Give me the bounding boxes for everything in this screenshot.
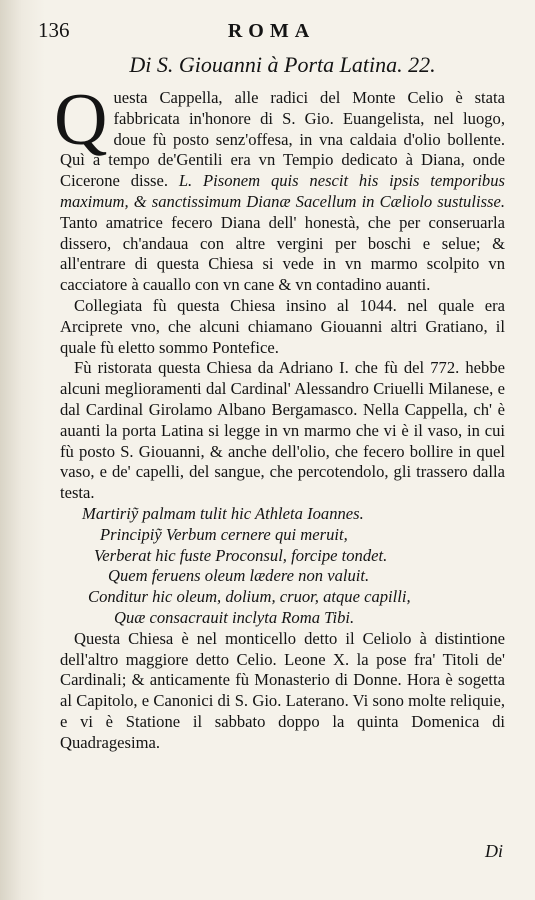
verse-line: Verberat hic fuste Proconsul, forcipe tondet.: [94, 545, 388, 565]
drop-cap: Q: [54, 79, 108, 161]
paragraph-1-text-a: uesta Cappella, alle radici del Monte Celio è stata fabbricata in'honore di S. Gio. Euangelista, nel luogo, doue fù posto senz'offesa, in vna caldaia d'olio bollente. Quì à tempo de'Gentili era vn Tempio dedicato à Diana, onde Cicerone disse.: [60, 88, 505, 191]
verse-line: Quæ consacrauit inclyta Roma Tibi.: [114, 607, 355, 627]
body-text: [54, 79, 505, 754]
running-title: ROMA: [227, 20, 316, 42]
verse-line: Quem feruens oleum lædere non valuit.: [108, 566, 370, 586]
running-head: [38, 18, 505, 46]
verse-line: Principiỹ Verbum cernere qui meruit,: [100, 524, 348, 544]
section-title: Di S. Giouanni à Porta Latina. 22.: [129, 52, 436, 77]
latin-inscription: [60, 504, 505, 629]
paragraph-2: Collegiata fù questa Chiesa insino al 1044. nel quale era Arciprete vno, che alcuni chiamano Giouanni altri Gratiano, il quale fù eletto sommo Pontefice.: [60, 295, 505, 357]
paragraph-3: Fù ristorata questa Chiesa da Adriano I. che fù del 772. hebbe alcuni meglioramenti dal Cardinal' Alessandro Criuelli Milanese, e dal Cardinal Girolamo Albano Bergamasco. Nella Cappella, ch' è auanti la porta Latina si legge in vn marmo che vi è il vaso, in cui fù posto S. Giouanni, & anche dell'olio, che fecero bollire in quel vaso, e de' capelli, del sangue, che percotendolo, gli trassero dalla testa.: [60, 358, 505, 503]
catchword: Di: [485, 841, 503, 861]
verse-line: Conditur hic oleum, dolium, cruor, atque capilli,: [88, 587, 411, 607]
paragraph-4: Questa Chiesa è nel monticello detto il Celiolo à distintione dell'altro maggiore detto Celio. Leone X. la pose fra' Titoli de' Cardinali; & anticamente fù Monasterio di Donne. Hora è sogetta al Capitolo, e Canonici di S. Gio. Laterano. Vi sono molte reliquie, e vi è Statione il sabbato doppo la quinta Domenica di Quadragesima.: [60, 628, 505, 752]
latin-quote: L. Pisonem quis nescit his ipsis temporibus maximum, & sanctissimum Dianæ Sacellum in Cæliolo sustulisse.: [60, 171, 505, 211]
paragraph-1-text-b: Tanto amatrice fecero Diana dell' honestà, che per conseruarla dissero, ch'andaua con altre vergini per boschi e selue; & all'entrare di questa Chiesa si vede in vn marmo scolpito vn cacciatore à cauallo con vn cane & vn contadino auanti.: [60, 212, 505, 295]
paragraph-1: [54, 79, 505, 296]
page-number: 136: [38, 18, 70, 42]
verse-line: Martiriỹ palmam tulit hic Athleta Ioannes.: [82, 503, 364, 523]
